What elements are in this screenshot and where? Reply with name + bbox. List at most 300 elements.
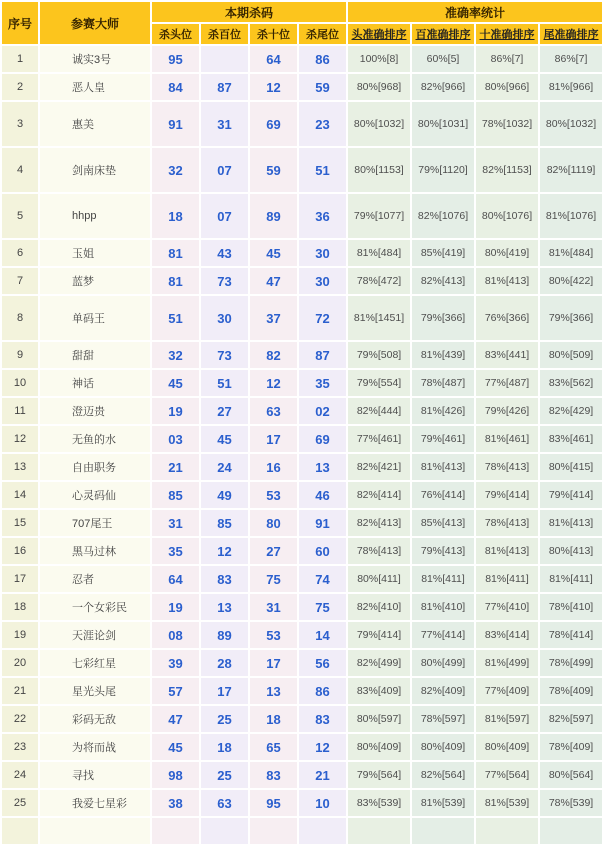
table-row (2, 650, 602, 676)
serial-cell: 12 (2, 426, 38, 452)
master-name-cell: hhpp (40, 194, 150, 238)
serial-cell: 24 (2, 762, 38, 788)
kill-head-cell: 81 (152, 240, 199, 266)
table-row (2, 538, 602, 564)
accuracy-ten-cell: 76%[366] (476, 296, 538, 340)
table-row (2, 370, 602, 396)
accuracy-hundred-cell: 79%[1120] (412, 148, 474, 192)
table-row (2, 342, 602, 368)
accuracy-tail-cell: 80%[1032] (540, 102, 602, 146)
kill-tail-cell: 56 (299, 650, 346, 676)
master-name-cell: 澄迈贵 (40, 398, 150, 424)
accuracy-ten-cell: 81%[461] (476, 426, 538, 452)
accuracy-tail-cell: 78%[409] (540, 734, 602, 760)
kill-tail-cell: 36 (299, 194, 346, 238)
accuracy-hundred-cell: 82%[413] (412, 268, 474, 294)
kill-tail-cell: 86 (299, 678, 346, 704)
kill-hundred-cell: 25 (201, 762, 248, 788)
accuracy-ten-cell: 78%[413] (476, 454, 538, 480)
table-row (2, 566, 602, 592)
accuracy-tail-cell: 79%[366] (540, 296, 602, 340)
master-name-cell: 七彩红星 (40, 650, 150, 676)
accuracy-ten-cell: 77%[487] (476, 370, 538, 396)
accuracy-tail-cell: 80%[509] (540, 342, 602, 368)
accuracy-tail-cell: 80%[413] (540, 538, 602, 564)
accuracy-head-cell: 82%[421] (348, 454, 410, 480)
accuracy-ten-cell: 81%[413] (476, 268, 538, 294)
accuracy-tail-cell: 81%[411] (540, 566, 602, 592)
kill-tail-cell: 86 (299, 46, 346, 72)
accuracy-tail-cell: 80%[564] (540, 762, 602, 788)
table-row (2, 102, 602, 146)
master-name-cell: 黑马过林 (40, 538, 150, 564)
sort-link-ten-accuracy[interactable]: 十准确排序 (479, 29, 535, 41)
master-name-cell: 彩码无敌 (40, 706, 150, 732)
serial-cell: 23 (2, 734, 38, 760)
kill-ten-cell: 75 (250, 566, 297, 592)
accuracy-ten-cell: 80%[419] (476, 240, 538, 266)
accuracy-tail-cell: 86%[7] (540, 46, 602, 72)
master-name-cell: 单码王 (40, 296, 150, 340)
accuracy-hundred-cell: 80%[1031] (412, 102, 474, 146)
serial-cell (2, 818, 38, 844)
accuracy-hundred-cell: 82%[409] (412, 678, 474, 704)
table-row (2, 454, 602, 480)
accuracy-ten-cell: 83%[414] (476, 622, 538, 648)
table-row (2, 510, 602, 536)
accuracy-tail-cell: 78%[414] (540, 622, 602, 648)
accuracy-head-cell: 77%[461] (348, 426, 410, 452)
master-name-cell: 寻找 (40, 762, 150, 788)
accuracy-tail-cell: 78%[539] (540, 790, 602, 816)
serial-cell: 13 (2, 454, 38, 480)
kill-hundred-cell (201, 46, 248, 72)
header-kill-hundred: 杀百位 (201, 24, 248, 44)
kill-head-cell: 45 (152, 734, 199, 760)
kill-ten-cell: 65 (250, 734, 297, 760)
accuracy-tail-cell: 83%[562] (540, 370, 602, 396)
accuracy-tail-cell: 79%[414] (540, 482, 602, 508)
kill-hundred-cell: 43 (201, 240, 248, 266)
kill-hundred-cell: 63 (201, 790, 248, 816)
accuracy-head-cell: 79%[508] (348, 342, 410, 368)
master-name-cell: 甜甜 (40, 342, 150, 368)
accuracy-tail-cell: 81%[413] (540, 510, 602, 536)
accuracy-head-cell: 79%[1077] (348, 194, 410, 238)
accuracy-hundred-cell (412, 818, 474, 844)
accuracy-head-cell: 83%[539] (348, 790, 410, 816)
accuracy-ten-cell: 80%[1076] (476, 194, 538, 238)
kill-ten-cell: 83 (250, 762, 297, 788)
kill-ten-cell: 95 (250, 790, 297, 816)
kill-hundred-cell: 30 (201, 296, 248, 340)
header-kill-ten: 杀十位 (250, 24, 297, 44)
accuracy-head-cell: 80%[411] (348, 566, 410, 592)
kill-ten-cell: 16 (250, 454, 297, 480)
kill-hundred-cell: 27 (201, 398, 248, 424)
kill-tail-cell: 10 (299, 790, 346, 816)
accuracy-hundred-cell: 85%[419] (412, 240, 474, 266)
group-header-row (2, 2, 602, 22)
kill-head-cell: 32 (152, 148, 199, 192)
serial-cell: 16 (2, 538, 38, 564)
serial-cell: 17 (2, 566, 38, 592)
accuracy-ten-cell: 82%[1153] (476, 148, 538, 192)
accuracy-hundred-cell: 78%[487] (412, 370, 474, 396)
kill-head-cell: 64 (152, 566, 199, 592)
kill-hundred-cell: 25 (201, 706, 248, 732)
accuracy-head-cell: 82%[414] (348, 482, 410, 508)
table-row (2, 482, 602, 508)
table-header (2, 2, 602, 44)
master-name-cell: 诚实3号 (40, 46, 150, 72)
serial-cell: 14 (2, 482, 38, 508)
accuracy-hundred-cell: 79%[461] (412, 426, 474, 452)
kill-ten-cell: 82 (250, 342, 297, 368)
kill-tail-cell (299, 818, 346, 844)
table-row (2, 790, 602, 816)
accuracy-ten-cell: 81%[499] (476, 650, 538, 676)
kill-ten-cell: 89 (250, 194, 297, 238)
accuracy-hundred-cell: 80%[409] (412, 734, 474, 760)
kill-ten-cell: 47 (250, 268, 297, 294)
table-row (2, 194, 602, 238)
master-name-cell: 我爱七星彩 (40, 790, 150, 816)
master-name-cell: 为将而战 (40, 734, 150, 760)
kill-head-cell: 81 (152, 268, 199, 294)
accuracy-tail-cell: 81%[1076] (540, 194, 602, 238)
master-name-cell: 忍者 (40, 566, 150, 592)
kill-head-cell: 95 (152, 46, 199, 72)
table-row (2, 74, 602, 100)
serial-cell: 9 (2, 342, 38, 368)
kill-hundred-cell: 85 (201, 510, 248, 536)
accuracy-ten-cell: 77%[564] (476, 762, 538, 788)
accuracy-hundred-cell: 81%[411] (412, 566, 474, 592)
serial-cell: 11 (2, 398, 38, 424)
kill-tail-cell: 60 (299, 538, 346, 564)
accuracy-head-cell: 82%[499] (348, 650, 410, 676)
kill-tail-cell: 02 (299, 398, 346, 424)
kill-tail-cell: 69 (299, 426, 346, 452)
kill-hundred-cell: 17 (201, 678, 248, 704)
kill-ten-cell: 13 (250, 678, 297, 704)
table-row (2, 622, 602, 648)
accuracy-tail-cell: 83%[461] (540, 426, 602, 452)
table-row (2, 426, 602, 452)
table-row (2, 678, 602, 704)
serial-cell: 2 (2, 74, 38, 100)
master-name-cell: 星光头尾 (40, 678, 150, 704)
accuracy-head-cell: 80%[409] (348, 734, 410, 760)
serial-cell: 5 (2, 194, 38, 238)
accuracy-ten-cell: 77%[410] (476, 594, 538, 620)
kill-hundred-cell: 13 (201, 594, 248, 620)
accuracy-head-cell: 81%[484] (348, 240, 410, 266)
serial-cell: 18 (2, 594, 38, 620)
accuracy-head-cell (348, 818, 410, 844)
master-name-cell: 天涯论剑 (40, 622, 150, 648)
master-name-cell: 蓝梦 (40, 268, 150, 294)
kill-tail-cell: 30 (299, 240, 346, 266)
accuracy-ten-cell: 79%[426] (476, 398, 538, 424)
kill-tail-cell: 30 (299, 268, 346, 294)
kill-hundred-cell (201, 818, 248, 844)
accuracy-head-cell: 80%[1153] (348, 148, 410, 192)
header-kill-group: 本期杀码 (152, 2, 346, 22)
kill-hundred-cell: 83 (201, 566, 248, 592)
accuracy-hundred-cell: 81%[413] (412, 454, 474, 480)
accuracy-hundred-cell: 77%[414] (412, 622, 474, 648)
accuracy-hundred-cell: 81%[539] (412, 790, 474, 816)
kill-head-cell: 32 (152, 342, 199, 368)
kill-hundred-cell: 87 (201, 74, 248, 100)
serial-cell: 10 (2, 370, 38, 396)
kill-head-cell: 19 (152, 594, 199, 620)
serial-cell: 3 (2, 102, 38, 146)
accuracy-ten-cell: 86%[7] (476, 46, 538, 72)
accuracy-hundred-cell: 60%[5] (412, 46, 474, 72)
accuracy-ten-cell: 78%[413] (476, 510, 538, 536)
table-row (2, 296, 602, 340)
accuracy-ten-cell: 81%[597] (476, 706, 538, 732)
accuracy-ten-cell: 80%[409] (476, 734, 538, 760)
accuracy-tail-cell: 82%[429] (540, 398, 602, 424)
kill-hundred-cell: 49 (201, 482, 248, 508)
kill-head-cell: 98 (152, 762, 199, 788)
kill-hundred-cell: 73 (201, 268, 248, 294)
kill-ten-cell: 69 (250, 102, 297, 146)
kill-ten-cell (250, 818, 297, 844)
kill-ten-cell: 12 (250, 74, 297, 100)
kill-head-cell: 08 (152, 622, 199, 648)
kill-ten-cell: 45 (250, 240, 297, 266)
accuracy-hundred-cell: 81%[439] (412, 342, 474, 368)
kill-hundred-cell: 18 (201, 734, 248, 760)
master-name-cell: 心灵码仙 (40, 482, 150, 508)
table-body (2, 46, 602, 844)
kill-tail-cell: 35 (299, 370, 346, 396)
serial-cell: 25 (2, 790, 38, 816)
kill-hundred-cell: 73 (201, 342, 248, 368)
kill-tail-cell: 46 (299, 482, 346, 508)
accuracy-head-cell: 80%[1032] (348, 102, 410, 146)
accuracy-head-cell: 79%[554] (348, 370, 410, 396)
kill-hundred-cell: 28 (201, 650, 248, 676)
kill-tail-cell: 12 (299, 734, 346, 760)
accuracy-head-cell: 81%[1451] (348, 296, 410, 340)
kill-ten-cell: 12 (250, 370, 297, 396)
serial-cell: 8 (2, 296, 38, 340)
kill-hundred-cell: 51 (201, 370, 248, 396)
kill-tail-cell: 87 (299, 342, 346, 368)
kill-hundred-cell: 31 (201, 102, 248, 146)
accuracy-head-cell: 82%[413] (348, 510, 410, 536)
accuracy-hundred-cell: 82%[564] (412, 762, 474, 788)
kill-head-cell: 31 (152, 510, 199, 536)
accuracy-head-cell: 78%[472] (348, 268, 410, 294)
table-row (2, 240, 602, 266)
master-name-cell: 剑南床垫 (40, 148, 150, 192)
kill-hundred-cell: 45 (201, 426, 248, 452)
master-name-cell: 自由职务 (40, 454, 150, 480)
sort-link-hundred-accuracy[interactable]: 百准确排序 (415, 29, 471, 41)
kill-tail-cell: 51 (299, 148, 346, 192)
accuracy-tail-cell: 80%[415] (540, 454, 602, 480)
table-row (2, 734, 602, 760)
accuracy-ten-cell (476, 818, 538, 844)
kill-ten-cell: 53 (250, 622, 297, 648)
table-row (2, 594, 602, 620)
sort-link-head-accuracy[interactable]: 头准确排序 (351, 29, 407, 41)
table-row (2, 706, 602, 732)
kill-hundred-cell: 12 (201, 538, 248, 564)
serial-cell: 21 (2, 678, 38, 704)
kill-tail-cell: 23 (299, 102, 346, 146)
accuracy-ten-cell: 81%[413] (476, 538, 538, 564)
kill-hundred-cell: 89 (201, 622, 248, 648)
master-name-cell (40, 818, 150, 844)
accuracy-hundred-cell: 80%[499] (412, 650, 474, 676)
kill-ten-cell: 80 (250, 510, 297, 536)
master-name-cell: 神话 (40, 370, 150, 396)
kill-head-cell: 39 (152, 650, 199, 676)
header-serial: 序号 (2, 2, 38, 44)
table-row (2, 46, 602, 72)
accuracy-tail-cell: 78%[410] (540, 594, 602, 620)
kill-tail-cell: 13 (299, 454, 346, 480)
header-kill-head: 杀头位 (152, 24, 199, 44)
kill-head-cell: 21 (152, 454, 199, 480)
kill-hundred-cell: 07 (201, 148, 248, 192)
accuracy-tail-cell: 82%[1119] (540, 148, 602, 192)
kill-tail-cell: 91 (299, 510, 346, 536)
accuracy-head-cell: 83%[409] (348, 678, 410, 704)
kill-head-cell: 91 (152, 102, 199, 146)
kill-ten-cell: 18 (250, 706, 297, 732)
serial-cell: 19 (2, 622, 38, 648)
accuracy-tail-cell: 81%[484] (540, 240, 602, 266)
serial-cell: 15 (2, 510, 38, 536)
table-row (2, 398, 602, 424)
header-accuracy-group: 准确率统计 (348, 2, 602, 22)
kill-head-cell: 18 (152, 194, 199, 238)
accuracy-head-cell: 82%[444] (348, 398, 410, 424)
header-kill-tail: 杀尾位 (299, 24, 346, 44)
kill-ten-cell: 17 (250, 426, 297, 452)
accuracy-ten-cell: 79%[414] (476, 482, 538, 508)
kill-head-cell: 57 (152, 678, 199, 704)
master-name-cell: 惠美 (40, 102, 150, 146)
kill-ten-cell: 53 (250, 482, 297, 508)
master-name-cell: 玉姐 (40, 240, 150, 266)
accuracy-ten-cell: 81%[411] (476, 566, 538, 592)
kill-head-cell: 38 (152, 790, 199, 816)
kill-head-cell: 84 (152, 74, 199, 100)
accuracy-ten-cell: 80%[966] (476, 74, 538, 100)
master-name-cell: 707尾王 (40, 510, 150, 536)
accuracy-tail-cell: 80%[422] (540, 268, 602, 294)
accuracy-tail-cell (540, 818, 602, 844)
kill-hundred-cell: 24 (201, 454, 248, 480)
kill-tail-cell: 14 (299, 622, 346, 648)
serial-cell: 1 (2, 46, 38, 72)
accuracy-head-cell: 78%[413] (348, 538, 410, 564)
accuracy-hundred-cell: 82%[1076] (412, 194, 474, 238)
sort-link-tail-accuracy[interactable]: 尾准确排序 (543, 29, 599, 41)
serial-cell: 22 (2, 706, 38, 732)
accuracy-ten-cell: 77%[409] (476, 678, 538, 704)
kill-ten-cell: 59 (250, 148, 297, 192)
accuracy-hundred-cell: 78%[597] (412, 706, 474, 732)
serial-cell: 4 (2, 148, 38, 192)
accuracy-head-cell: 80%[597] (348, 706, 410, 732)
accuracy-head-cell: 79%[564] (348, 762, 410, 788)
kill-head-cell: 51 (152, 296, 199, 340)
accuracy-hundred-cell: 81%[410] (412, 594, 474, 620)
master-name-cell: 无鱼的水 (40, 426, 150, 452)
master-name-cell: 一个女彩民 (40, 594, 150, 620)
serial-cell: 20 (2, 650, 38, 676)
kill-ten-cell: 63 (250, 398, 297, 424)
accuracy-hundred-cell: 79%[366] (412, 296, 474, 340)
accuracy-hundred-cell: 76%[414] (412, 482, 474, 508)
accuracy-hundred-cell: 82%[966] (412, 74, 474, 100)
kill-head-cell: 35 (152, 538, 199, 564)
kill-head-cell: 85 (152, 482, 199, 508)
table-row (2, 762, 602, 788)
kill-head-cell: 19 (152, 398, 199, 424)
kill-tail-cell: 59 (299, 74, 346, 100)
kill-head-cell: 03 (152, 426, 199, 452)
accuracy-tail-cell: 81%[966] (540, 74, 602, 100)
kill-hundred-cell: 07 (201, 194, 248, 238)
partial-row (2, 818, 602, 844)
kill-tail-cell: 75 (299, 594, 346, 620)
master-name-cell: 恶人皇 (40, 74, 150, 100)
serial-cell: 6 (2, 240, 38, 266)
header-master: 参赛大师 (40, 2, 150, 44)
kill-tail-cell: 74 (299, 566, 346, 592)
accuracy-head-cell: 100%[8] (348, 46, 410, 72)
serial-cell: 7 (2, 268, 38, 294)
table-row (2, 148, 602, 192)
kill-tail-cell: 83 (299, 706, 346, 732)
accuracy-head-cell: 80%[968] (348, 74, 410, 100)
kill-ten-cell: 64 (250, 46, 297, 72)
accuracy-tail-cell: 78%[409] (540, 678, 602, 704)
accuracy-hundred-cell: 79%[413] (412, 538, 474, 564)
kill-tail-cell: 21 (299, 762, 346, 788)
kill-head-cell: 45 (152, 370, 199, 396)
accuracy-ten-cell: 83%[441] (476, 342, 538, 368)
accuracy-hundred-cell: 81%[426] (412, 398, 474, 424)
accuracy-head-cell: 79%[414] (348, 622, 410, 648)
kill-tail-cell: 72 (299, 296, 346, 340)
accuracy-ten-cell: 78%[1032] (476, 102, 538, 146)
accuracy-head-cell: 82%[410] (348, 594, 410, 620)
accuracy-tail-cell: 78%[499] (540, 650, 602, 676)
kill-ten-cell: 31 (250, 594, 297, 620)
accuracy-tail-cell: 82%[597] (540, 706, 602, 732)
accuracy-ten-cell: 81%[539] (476, 790, 538, 816)
kill-ten-cell: 17 (250, 650, 297, 676)
kill-ten-cell: 27 (250, 538, 297, 564)
kill-head-cell (152, 818, 199, 844)
table-row (2, 268, 602, 294)
kill-ten-cell: 37 (250, 296, 297, 340)
kill-head-cell: 47 (152, 706, 199, 732)
